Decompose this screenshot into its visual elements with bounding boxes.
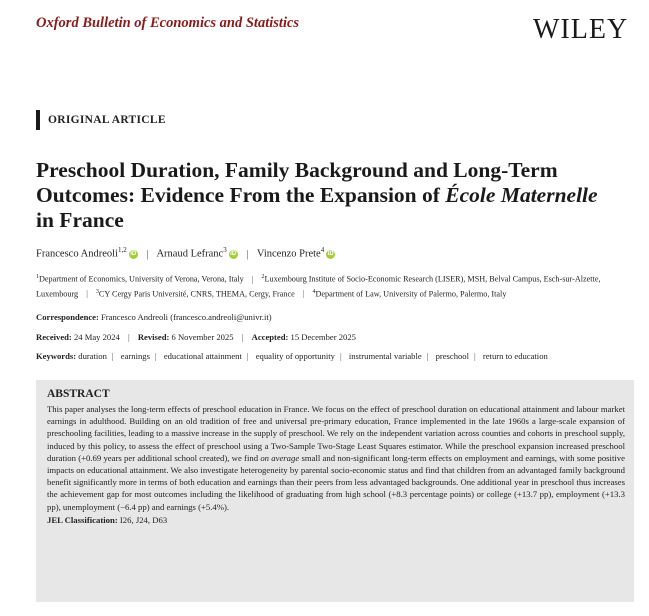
- received-label: Received:: [36, 332, 72, 342]
- correspondence-label: Correspondence:: [36, 312, 99, 322]
- orcid-icon[interactable]: iD: [230, 250, 237, 257]
- author-separator: |: [246, 248, 249, 260]
- affiliations: [36, 271, 626, 300]
- article-title: [36, 158, 616, 233]
- affil-sup: 4: [312, 288, 316, 295]
- affil-text: Department of Law, University of Palermo, Palermo, Italy: [315, 289, 507, 299]
- received-date: 24 May 2024: [73, 332, 120, 342]
- keyword[interactable]: educational attainment: [163, 351, 242, 361]
- keyword-separator: |: [154, 351, 157, 361]
- keyword-separator: |: [473, 351, 476, 361]
- affil-sup: 3: [95, 288, 99, 295]
- correspondence: [36, 312, 272, 322]
- abstract-heading: ABSTRACT: [47, 388, 110, 400]
- jel-label: JEL Classification:: [47, 514, 118, 525]
- abstract-text-part: This paper analyses the long-term effects of preschool education in France. We focus on the effect of preschool duration on educational attainment and labour market earnings in adulthood. Building on an old tradition of free and universal pre-primary education, France implemented in the late 1960s a large-scale expansion of preschooling facilities, leading to a massive increase in the supply of preschool. We rely on the independent variation across counties and cohorts in preschool supply, induced by this policy, to assess the effect of preschool using a Two-Sample Two-Stage Least Squares estimator. While the preschool expansion increased preschool duration (+0.69 years per additional school created), we find: [47, 404, 625, 463]
- journal-name[interactable]: Oxford Bulletin of Economics and Statistics: [36, 15, 300, 31]
- keyword-separator: |: [339, 351, 342, 361]
- article-dates: [36, 332, 356, 342]
- correspondence-text[interactable]: Francesco Andreoli (francesco.andreoli@univr.it): [101, 312, 272, 322]
- orcid-icon[interactable]: iD: [327, 250, 334, 257]
- keyword[interactable]: preschool: [435, 351, 469, 361]
- affil-separator: |: [86, 289, 88, 299]
- keyword[interactable]: instrumental variable: [348, 351, 422, 361]
- keyword[interactable]: equality of opportunity: [255, 351, 335, 361]
- article-type-label: ORIGINAL ARTICLE: [36, 110, 166, 130]
- affil-text: Luxembourg Institute of Socio-Economic Research (LISER), MSH, Belval Campus, Esch-sur-Alzette, Luxembourg: [36, 274, 601, 299]
- author-affil-sup: 4: [320, 246, 325, 254]
- author-name[interactable]: Arnaud Lefranc: [156, 248, 224, 260]
- keyword[interactable]: return to education: [482, 351, 548, 361]
- date-separator: |: [241, 332, 244, 342]
- publisher-logo: WILEY: [533, 14, 629, 45]
- keyword-separator: |: [246, 351, 249, 361]
- orcid-icon[interactable]: iD: [130, 250, 137, 257]
- author-affil-sup: 1,2: [117, 246, 127, 254]
- author-affil-sup: 3: [223, 246, 227, 254]
- affil-text: CY Cergy Paris Université, CNRS, THEMA, Cergy, France: [98, 289, 295, 299]
- affil-separator: |: [302, 289, 305, 299]
- author-name[interactable]: Vincenzo Prete: [256, 248, 321, 260]
- keyword[interactable]: earnings: [120, 351, 150, 361]
- revised-label: Revised:: [137, 332, 170, 342]
- abstract-box: [36, 380, 634, 602]
- abstract-text-part: small and non-significant long-term effects on employment and earnings, with some positive impacts on educational attainment. We also investigate heterogeneity by parental socio-economic status and find that children from an advantaged family background benefit significantly more in terms of both education and earnings than their peers from less advantaged backgrounds. One additional year in preschool thus increases the achievement gap for most outcomes including the likelihood of graduating from high school (+8.3 percentage points) or college (+13.7 pp), employment (+13.3 pp), unemployment (−6.4 pp) and earnings (+5.4%).: [47, 452, 625, 512]
- author-name[interactable]: Francesco Andreoli: [36, 248, 118, 260]
- title-text-end: in France: [36, 208, 124, 232]
- affil-sup: 2: [261, 274, 265, 280]
- accepted-date: 15 December 2025: [290, 332, 356, 342]
- title-italic: École Maternelle: [445, 183, 598, 207]
- abstract-text: [47, 403, 625, 513]
- affil-separator: |: [251, 274, 254, 284]
- affil-text: Department of Economics, University of Verona, Verona, Italy: [39, 274, 244, 284]
- abstract-italic: on average: [260, 452, 300, 463]
- author-list: [36, 246, 335, 260]
- author-separator: |: [146, 248, 149, 260]
- keyword-separator: |: [111, 351, 114, 361]
- jel-classification: [47, 515, 625, 525]
- keywords-label: Keywords:: [36, 351, 77, 361]
- title-text: Preschool Duration, Family Background and Long-Term Outcomes: Evidence From the Expansion of: [36, 158, 558, 207]
- keyword[interactable]: duration: [78, 351, 107, 361]
- revised-date: 6 November 2025: [171, 332, 234, 342]
- affil-sup: 1: [36, 274, 39, 280]
- keyword-separator: |: [426, 351, 429, 361]
- keywords: [36, 351, 548, 361]
- date-separator: |: [127, 332, 130, 342]
- jel-codes: I26, J24, D63: [119, 514, 168, 525]
- accepted-label: Accepted:: [251, 332, 289, 342]
